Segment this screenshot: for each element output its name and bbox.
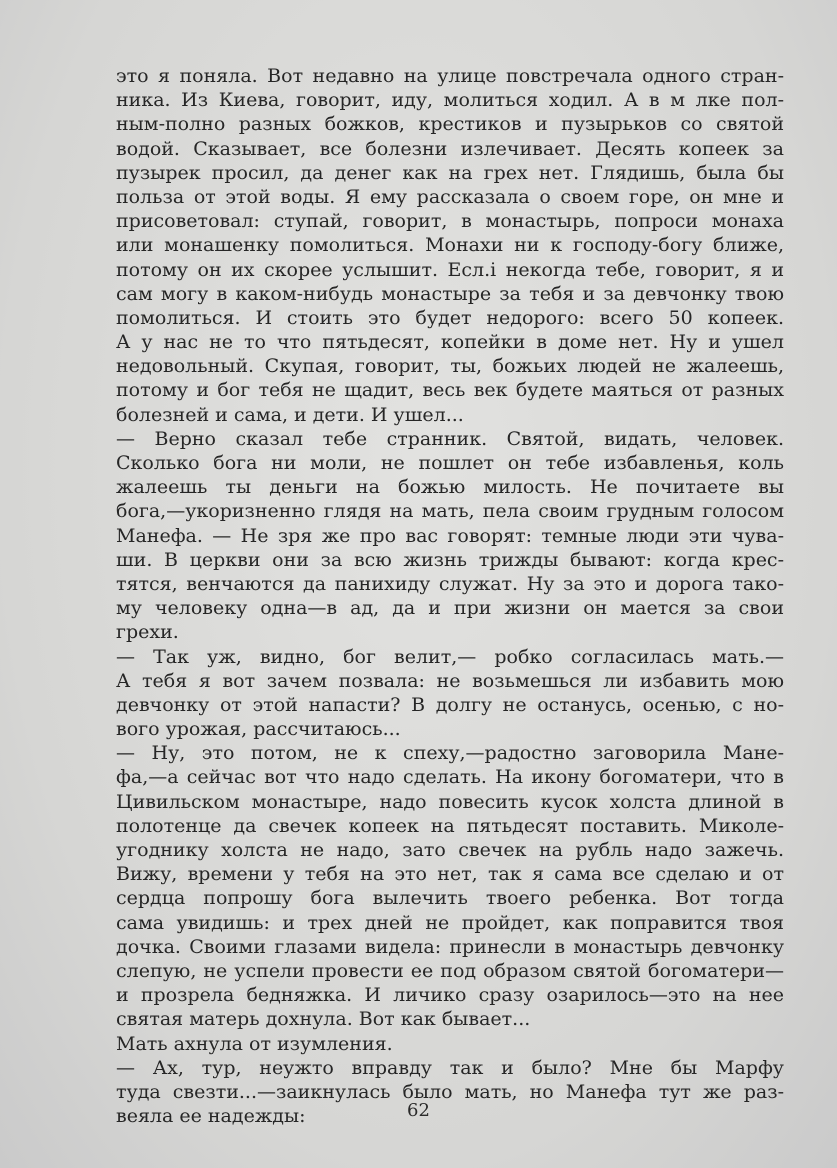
text-line: Вижу, времени у тебя на это нет, так я сама все сделаю и от — [116, 863, 784, 886]
text-line: угоднику холста не надо, зато свечек на рубль надо зажечь. — [116, 839, 784, 861]
text-line: святая матерь дохнула. Вот как бывает... — [116, 1008, 531, 1031]
text-line: и прозрела бедняжка. И личико сразу озарилось—это на нее — [116, 984, 784, 1007]
text-line: сам могу в каком-нибудь монастыре за тебя и за девчонку твою — [116, 282, 784, 305]
text-line: вого урожая, рассчитаюсь... — [116, 718, 401, 741]
text-line: болезней и сама, и дети. И ушел... — [116, 403, 464, 426]
text-line: присоветовал: ступай, говорит, в монастырь, попроси монаха — [116, 210, 784, 233]
text-line: Манефа. — Не зря же про вас говорят: темные люди эти чува- — [116, 524, 784, 547]
text-line: полотенце да свечек копеек на пятьдесят поставить. Миколе- — [116, 814, 784, 837]
body-text — [116, 64, 784, 1128]
text-line: ным-полно разных божков, крестиков и пузырьков со святой — [116, 113, 784, 136]
text-line: или монашенку помолиться. Монахи ни к господу-богу ближе, — [116, 234, 784, 257]
text-line: туда свезти...—заикнулась было мать, но Манефа тут же раз- — [116, 1080, 784, 1103]
text-line: польза от этой воды. Я ему рассказала о своем горе, он мне и — [116, 185, 784, 208]
text-line: Мать ахнула от изумления. — [116, 1032, 393, 1055]
text-line: ши. В церкви они за всю жизнь трижды бывают: когда крес- — [116, 548, 784, 571]
text-line: бога,—укоризненно глядя на мать, пела своим грудным голосом — [116, 500, 784, 523]
text-line: пузырек просил, да денег как на грех нет. Глядишь, была бы — [116, 161, 784, 184]
text-line: — Верно сказал тебе странник. Святой, видать, человек. — [116, 427, 784, 450]
text-line: грехи. — [116, 621, 179, 644]
text-line: А у нас не то что пятьдесят, копейки в доме нет. Ну и ушел — [116, 331, 784, 354]
text-line: водой. Сказывает, все болезни излечивает. Десять копеек за — [116, 137, 784, 160]
text-line: это я поняла. Вот недавно на улице повстречала одного стран- — [116, 65, 784, 87]
text-line: — Ну, это потом, не к спеху,—радостно заговорила Мане- — [116, 742, 784, 765]
text-line: слепую, не успели провести ее под образом святой богоматери— — [116, 959, 784, 982]
text-line: потому он их скорее услышит. Есл.і некогда тебе, говорит, я и — [116, 258, 784, 281]
text-line: Цивильском монастыре, надо повесить кусок холста длиной в — [116, 790, 784, 813]
text-line: — Так уж, видно, бог велит,— робко согласилась мать.— — [116, 645, 784, 668]
text-line: недовольный. Скупая, говорит, ты, божьих людей не жалеешь, — [116, 355, 784, 378]
text-line: ника. Из Киева, говорит, иду, молиться ходил. А в м лке пол- — [116, 89, 784, 112]
text-line: сердца попрошу бога вылечить твоего ребенка. Вот тогда — [116, 887, 784, 910]
page-number: 62 — [407, 1100, 430, 1121]
text-line: фа,—а сейчас вот что надо сделать. На икону богоматери, что в — [116, 766, 784, 789]
text-line: — Ах, тур, неужто вправду так и было? Мне бы Марфу — [116, 1056, 784, 1079]
text-line: сама увидишь: и трех дней не пройдет, как поправится твоя — [116, 911, 784, 934]
text-line: веяла ее надежды: — [116, 1105, 306, 1128]
text-line: дочка. Своими глазами видела: принесли в монастырь девчонку — [116, 935, 784, 958]
text-line: му человеку одна—в ад, да и при жизни он мается за свои — [116, 597, 784, 620]
text-line: девчонку от этой напасти? В долгу не останусь, осенью, с но- — [116, 693, 784, 716]
text-line: помолиться. И стоить это будет недорого: всего 50 копеек. — [116, 306, 784, 329]
text-line: потому и бог тебя не щадит, весь век будете маяться от разных — [116, 379, 784, 402]
text-line: жалеешь ты деньги на божью милость. Не почитаете вы — [116, 476, 784, 499]
text-line: тятся, венчаются да панихиду служат. Ну за это и дорога тако- — [116, 572, 784, 595]
text-line: Сколько бога ни моли, не пошлет он тебе избавленья, коль — [116, 452, 784, 474]
text-line: А тебя я вот зачем позвала: не возьмешься ли избавить мою — [116, 669, 784, 692]
